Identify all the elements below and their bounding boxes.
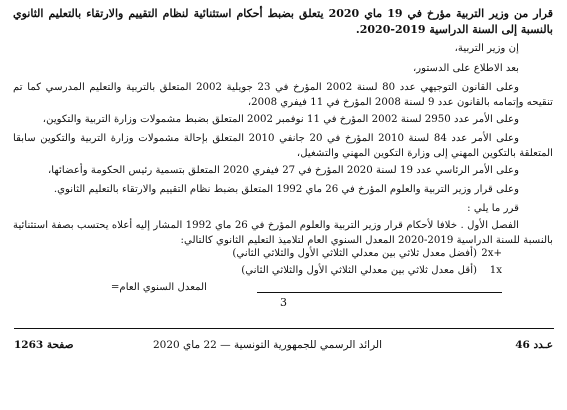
footer-journal: الرائد الرسمي للجمهورية التونسية — 22 ماي 2020 — [152, 339, 382, 351]
footer-page: صفحة 1263 — [14, 339, 74, 351]
decision-heading: قرر ما يلي : — [467, 203, 519, 214]
footer-rule — [14, 328, 554, 329]
formula-best-term: (أفضل معدل ثلاثي بين معدلي الثلاثي الأول والثلاثي الثاني) — [232, 248, 477, 259]
preamble-presidential-decree: وعلى الأمر الرئاسي عدد 19 لسنة 2020 المؤرخ في 27 فيفري 2020 المتعلق بتسمية رئيس الحكومة وأعضائها، — [47, 165, 519, 176]
article-one: الفصل الأول . خلافا لأحكام قرار وزير التربية والعلوم المؤرخ في 26 ماي 1992 المشار إليه أعلاه يحتسب بصفة استثنائية بالنسبة للسنة الدراسية 2019-2020 المعدل السنوي العام لتلاميذ التعليم الثانوي كالتالي: — [13, 220, 553, 246]
preamble-ministerial-order: وعلى قرار وزير التربية والعلوم المؤرخ في 26 ماي 1992 المتعلق بضبط نظام التقييم والارتقاء بالتعليم الثانوي. — [53, 184, 519, 195]
decree-title: قرار من وزير التربية مؤرخ في 19 ماي 2020 يتعلق بضبط أحكام استثنائية لنظام التقييم والارتقاء بالتعليم الثانوي بالنسبة إلى السنة الدراسية 2019-2020. — [13, 7, 554, 36]
formula-annual-average: المعدل السنوي العام= — [110, 282, 207, 293]
fraction-bar — [257, 292, 502, 293]
preamble-minister: إن وزير التربية، — [454, 43, 519, 54]
formula-denominator: 3 — [280, 296, 287, 309]
preamble-decree-84: وعلى الأمر عدد 84 لسنة 2010 المؤرخ في 20 جانفي 2010 المتعلق بإحالة مشمولات وزارة التربية والتكوين سابقا المتعلقة بالتكوين المهني إلى وزارة التكوين المهني والتشغيل، — [13, 133, 553, 159]
formula-coef-2: 2x+ — [481, 248, 502, 259]
preamble-decree-2950: وعلى الأمر عدد 2950 لسنة 2002 المؤرخ في 11 نوفمبر 2002 المتعلق بضبط مشمولات وزارة التربية والتكوين، — [42, 114, 519, 125]
preamble-law-80: وعلى القانون التوجيهي عدد 80 لسنة 2002 المؤرخ في 23 جويلية 2002 المتعلق بالتربية والتعليم المدرسي كما تم تنقيحه وإتمامه بالقانون عدد 9 لسنة 2008 المؤرخ في 11 فيفري 2008، — [13, 82, 553, 108]
formula-coef-1: 1x — [489, 265, 502, 276]
preamble-constitution: بعد الاطلاع على الدستور، — [412, 63, 519, 74]
formula-worst-term: (أقل معدل ثلاثي بين معدلي الثلاثي الأول والثلاثي الثاني) — [241, 265, 477, 276]
footer-issue: عـدد 46 — [515, 339, 553, 351]
